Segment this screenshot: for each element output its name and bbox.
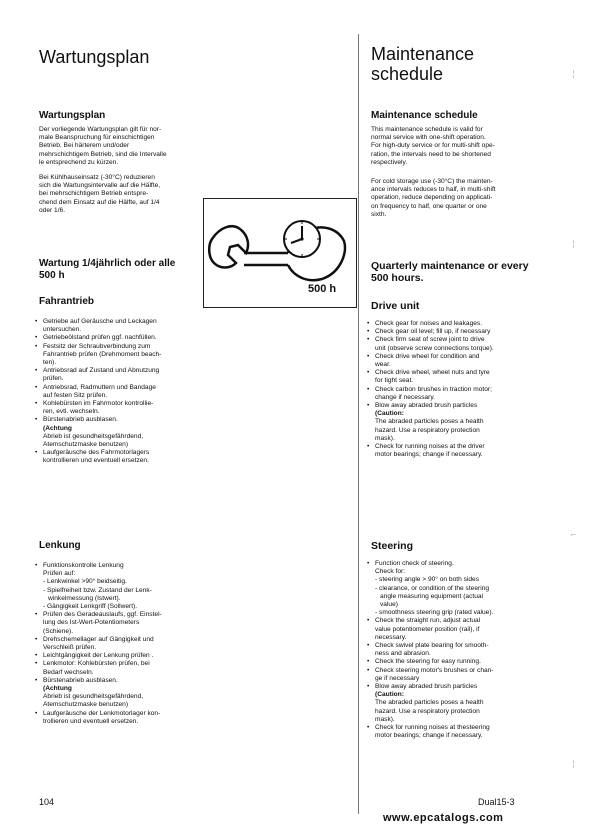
list-item: • Check carbon brushes in traction motor; change if necessary. xyxy=(367,386,547,402)
list-item: • Lenkmotor: Kohlebürsten prüfen, bei Bedarf wechseln. xyxy=(35,660,200,676)
list-item: • Check for running noises at the driver motor bearings; change if necessary. xyxy=(367,443,547,459)
scan-mark: ╎ xyxy=(571,760,576,769)
list-item: • Antriebsrad, Radmuttern und Bandage auf festen Sitz prüfen. xyxy=(35,384,195,400)
intro-en-line: respectively. xyxy=(371,158,408,166)
cold-en-line: on frequency to half, one quarter or one xyxy=(371,202,487,210)
cold-en-line: ance intervals reduces to half, in multi-shift xyxy=(371,186,496,194)
intro-de-line: Betrieb. Bei härterem und/oder xyxy=(39,142,130,150)
doc-code: Dual15-3 xyxy=(478,797,515,807)
list-item: • Check the steering for easy running. xyxy=(367,658,547,666)
figure-label: 500 h xyxy=(308,283,337,295)
intro-en-line: normal service with one-shift operation. xyxy=(371,134,486,142)
intro-de-line: le entsprechend zu kürzen. xyxy=(39,158,119,166)
list-item: • Drehschemellager auf Gängigkeit und Verschleiß prüfen. xyxy=(35,636,200,652)
list-item: • Bürstenabrieb ausblasen. (Achtung Abrieb ist gesundheitsgefährdend, Atemschutzmaske benutzen) xyxy=(35,416,195,449)
steer-list-en xyxy=(367,560,547,740)
intro-en-line: This maintenance schedule is valid for xyxy=(371,126,483,133)
list-item: • Blow away abraded brush particles (Caution: The abraded particles poses a health hazard. Use a respiratory protection mask). xyxy=(367,683,547,724)
cold-en-line: operation, reduce depending on applicati- xyxy=(371,194,493,202)
intro-en-line: ration, the intervals need to be shortened xyxy=(371,150,491,158)
intro-de-line: Der vorliegende Wartungsplan gilt für nor- xyxy=(39,126,162,133)
figure-box xyxy=(203,198,357,308)
list-item: • Leichtgängigkeit der Lenkung prüfen . xyxy=(35,652,200,660)
scan-mark: ╎ xyxy=(571,70,576,79)
cold-de-line: sich die Wartungsintervalle auf die Hälfte, xyxy=(39,182,161,190)
list-item: • Check gear for noises and leakages. xyxy=(367,320,547,328)
list-item: • Check steering motor's brushes or chan- ge if necessary xyxy=(367,667,547,683)
intro-de xyxy=(39,126,199,167)
intro-en-line: For high-duty service or for multi-shift ope- xyxy=(371,142,495,150)
cold-en-line: For cold storage use (-30°C) the mainten- xyxy=(371,178,493,185)
caution-label: (Achtung xyxy=(43,685,72,693)
steer-list-de xyxy=(35,562,200,726)
drive-list-en xyxy=(367,320,547,459)
cold-de xyxy=(39,174,199,215)
page-title-en xyxy=(371,44,474,84)
list-item: • Bürstenabrieb ausblasen. (Achtung Abrieb ist gesundheitsgefährdend, Atemschutzmaske benutzen) xyxy=(35,677,200,710)
list-item: • Check drive wheel for condition and wear. xyxy=(367,353,547,369)
scan-mark: ╎ xyxy=(571,240,576,249)
watermark-url: www.epcatalogs.com xyxy=(383,812,504,824)
list-item: • Prüfen des Geradeauslaufs, ggf. Einstel- lung des Ist-Wert-Potentiometers (Schiene). xyxy=(35,611,200,636)
page-number: 104 xyxy=(39,797,55,807)
caution-label: (Achtung xyxy=(43,424,72,432)
page-title-de: Wartungsplan xyxy=(39,47,150,67)
list-item: • Blow away abraded brush particles (Caution: The abraded particles poses a health hazard. Use a respiratory protection mask). xyxy=(367,402,547,443)
list-item: • Check drive wheel, wheel nuts and tyre for tight seat. xyxy=(367,369,547,385)
intro-de-line: mehrschichtigem Betrieb, sind die Intervalle xyxy=(39,150,167,158)
steer-title-de: Lenkung xyxy=(39,540,81,551)
list-item: • Function check of steering. Check for: - steering angle > 90° on both sides - clearance, or condition of the steering angle measuring equipment (actual value) - smoothness steering grip (rated value). xyxy=(367,560,547,617)
cold-en-line: sixth. xyxy=(371,210,387,218)
list-item: • Check for running noises at thesteering motor bearings; change if necessary. xyxy=(367,724,547,740)
intro-en xyxy=(371,126,541,167)
cold-de-line: Bei Kühlhauseinsatz (-30°C) reduzieren xyxy=(39,174,155,181)
cold-de-line: chend dem Einsatz auf die Hälfte, auf 1/4 xyxy=(39,198,160,206)
quarterly-title-de-line: 500 h xyxy=(39,270,65,281)
list-item: • Getriebe auf Geräusche und Leckagen untersuchen. xyxy=(35,318,195,334)
list-item: • Funktionskontrolle Lenkung Prüfen auf: - Lenkwinkel >90° beidseitig. - Spielfreiheit bzw. Zustand der Lenk- winkelmessung (Istwert). - Gängigkeit Lenkgriff (Sollwert). xyxy=(35,562,200,611)
intro-de-line: male Beanspruchung für einschichtigen xyxy=(39,134,155,142)
drive-list-de xyxy=(35,318,195,466)
drive-title-en: Drive unit xyxy=(371,300,420,312)
list-item: • Getriebeölstand prüfen ggf. nachfüllen. xyxy=(35,334,195,342)
scan-mark: ⌐ xyxy=(571,530,576,539)
section-title-de: Wartungsplan xyxy=(39,110,106,121)
page-title-en-line: schedule xyxy=(371,64,444,84)
list-item: • Check firm seat of screw joint to drive unit (observe screw connections torque). xyxy=(367,336,547,352)
list-item: • Kohlebürsten im Fahrmotor kontrollie- ren, evtl. wechseln. xyxy=(35,400,195,416)
quarterly-title-en-line: 500 hours. xyxy=(371,272,424,284)
list-item: • Check swivel plate bearing for smooth- ness and abrasion. xyxy=(367,642,547,658)
quarterly-title-en-line: Quarterly maintenance or every xyxy=(371,260,529,272)
quarterly-title-de xyxy=(39,258,175,282)
steer-title-en: Steering xyxy=(371,540,414,552)
cold-en xyxy=(371,178,541,219)
page-title-en-line: Maintenance xyxy=(371,44,475,64)
caution-label: (Caution: xyxy=(375,410,404,418)
list-item: • Antriebsrad auf Zustand und Abnutzung prüfen. xyxy=(35,367,195,383)
quarterly-title-de-line: Wartung 1/4jährlich oder alle xyxy=(39,258,176,269)
list-item: • Check gear oil level; fill up, if necessary xyxy=(367,328,547,336)
cold-de-line: bei mehrschichtigem Betrieb entspre- xyxy=(39,190,149,198)
quarterly-title-en xyxy=(371,260,529,284)
list-item: • Festsitz der Schraubverbindung zum Fahrantrieb prüfen (Drehmoment beach- ten). xyxy=(35,343,195,368)
list-item: • Laufgeräusche der Lenkmotorlager kon- trollieren und eventuell ersetzen. xyxy=(35,710,200,726)
drive-title-de: Fahrantrieb xyxy=(39,296,95,307)
section-title-en: Maintenance schedule xyxy=(371,110,478,121)
list-item: • Laufgeräusche des Fahrmotorlagers kontrollieren und eventuell ersetzen. xyxy=(35,449,195,465)
column-divider xyxy=(358,34,359,814)
caution-label: (Caution: xyxy=(375,691,404,699)
list-item: • Check the straight run, adjust actual value potentiometer position (rail), if necessary. xyxy=(367,617,547,642)
cold-de-line: oder 1/6. xyxy=(39,206,66,214)
